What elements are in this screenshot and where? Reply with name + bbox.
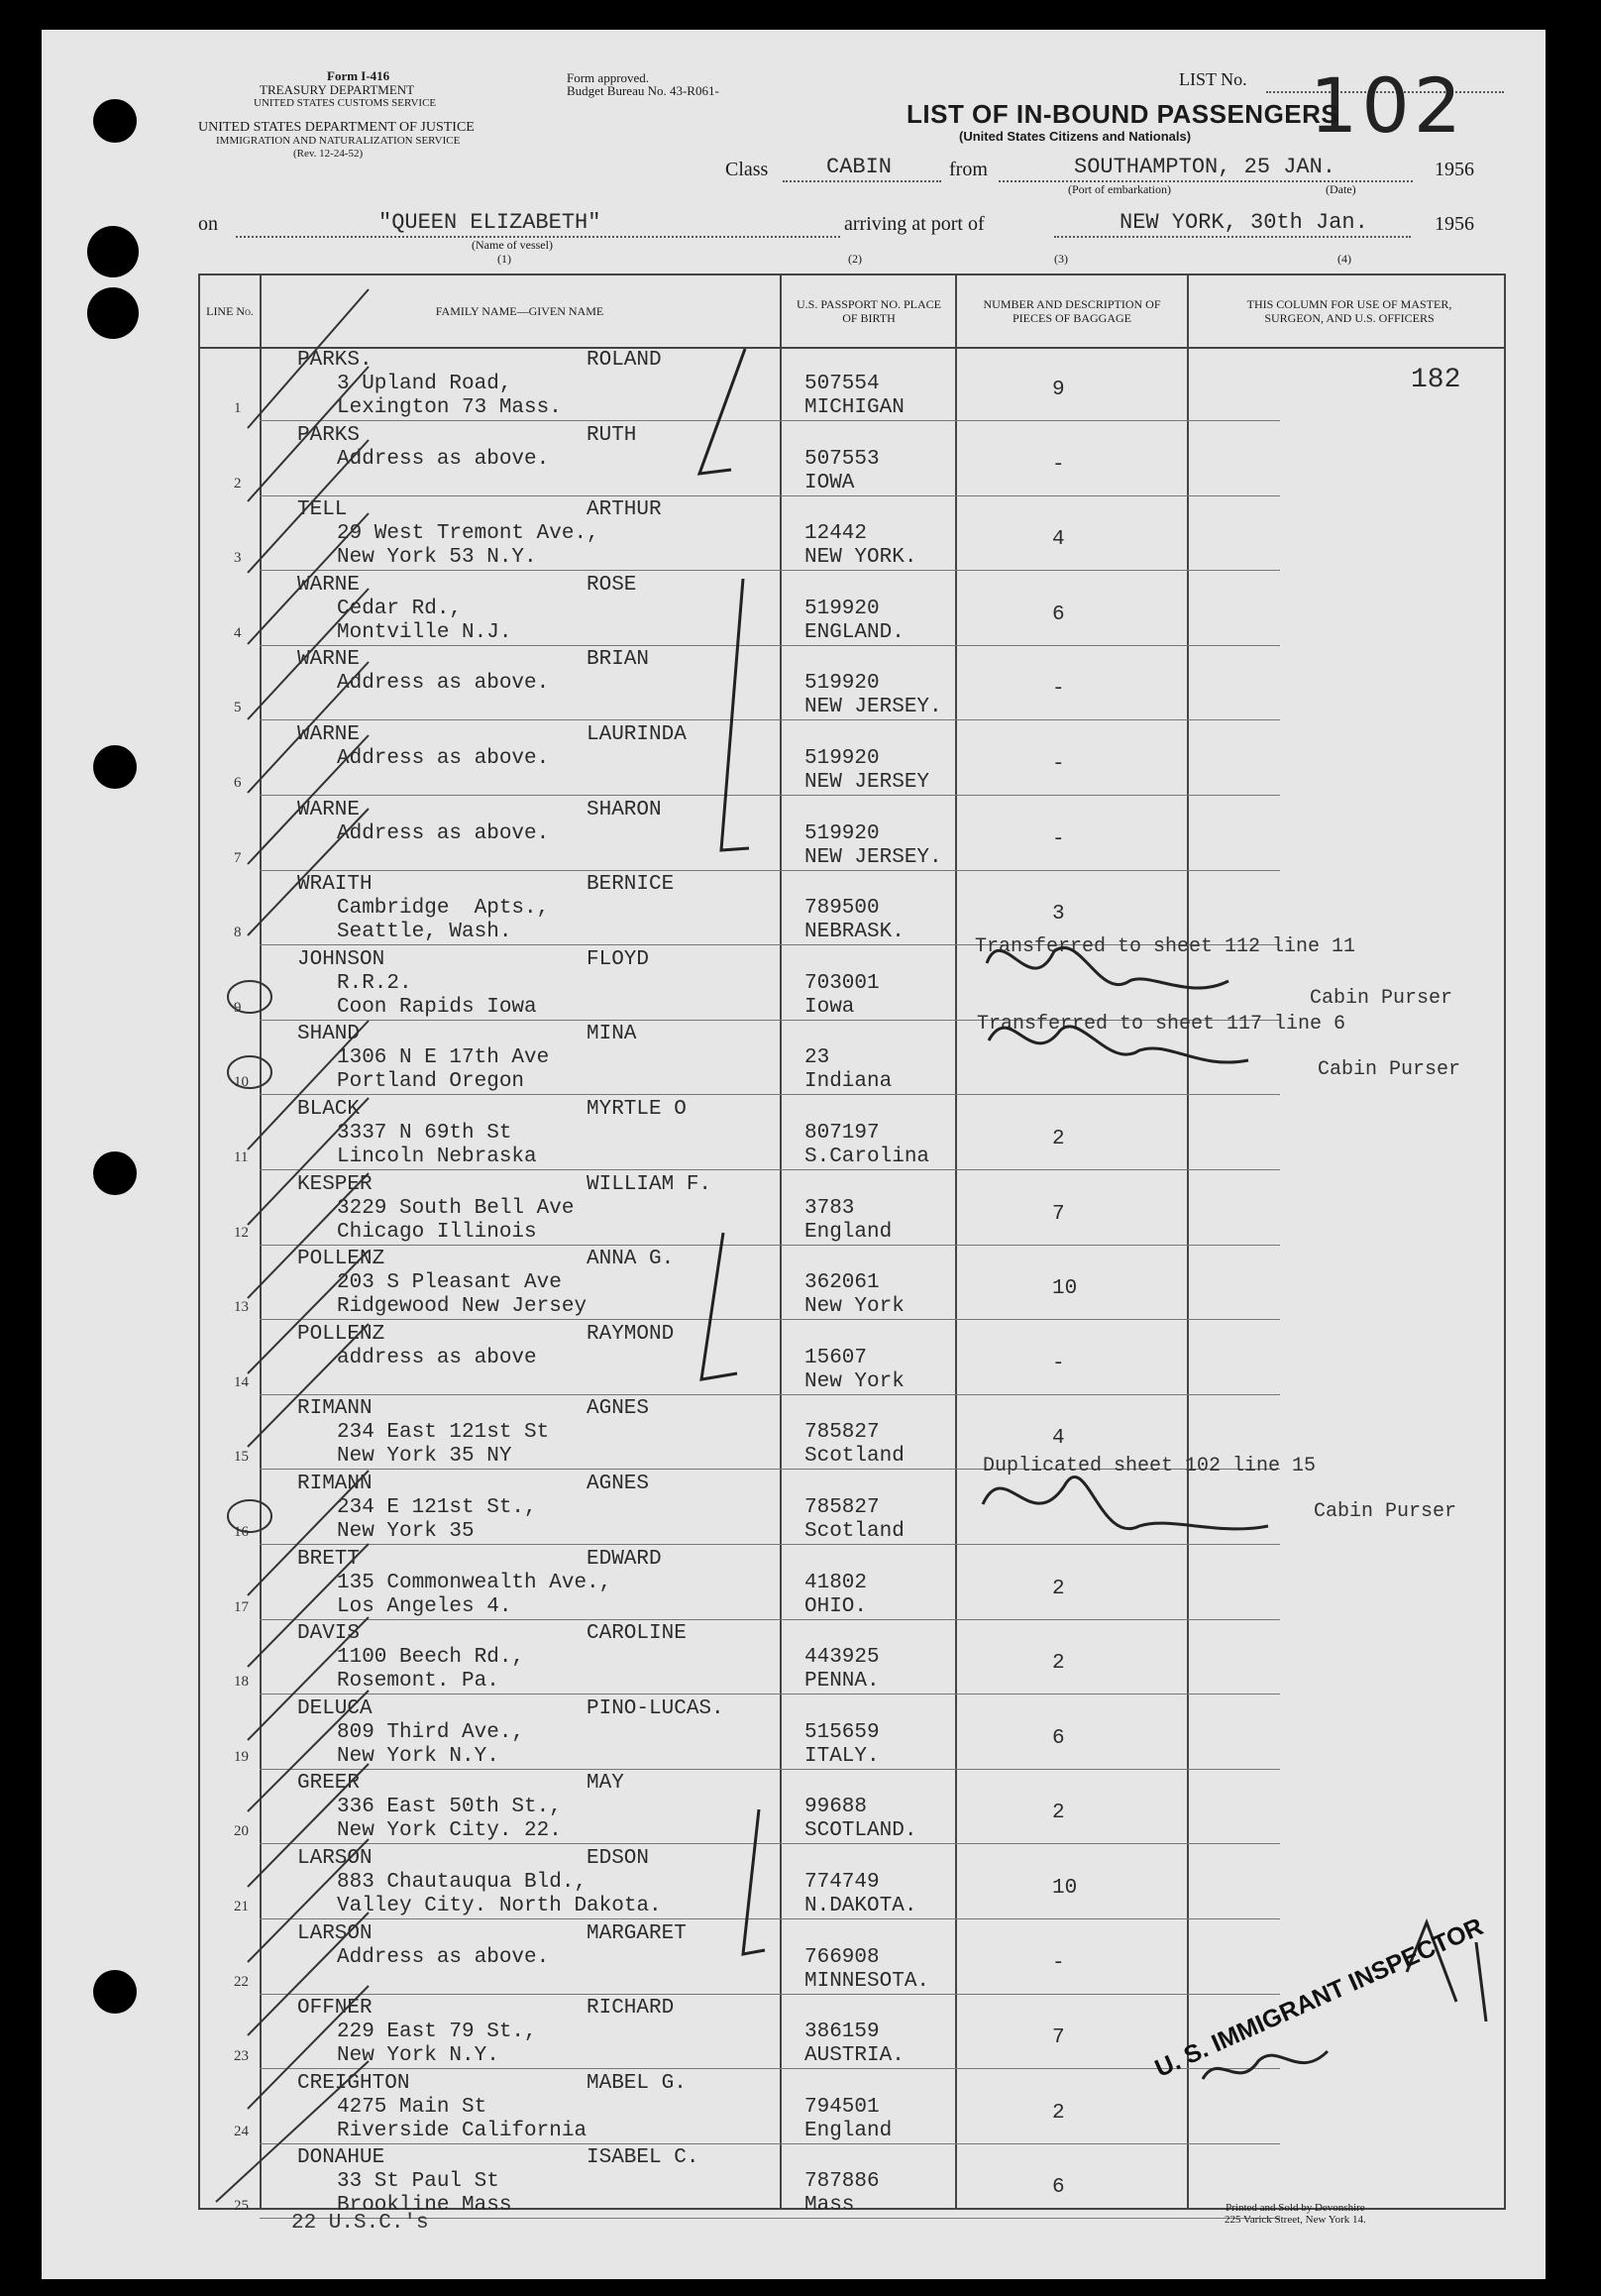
passport-number: 774749 xyxy=(804,1871,880,1894)
place-of-birth: PENNA. xyxy=(804,1670,880,1694)
list-no-label: LIST No. xyxy=(1179,69,1247,89)
baggage-count: 3 xyxy=(1052,903,1065,927)
passenger-address-1: 3 Upland Road, xyxy=(337,373,512,395)
passenger-family-name: SHAND xyxy=(297,1023,361,1046)
line-number: 23 xyxy=(234,2048,249,2065)
passenger-family-name: RIMANN xyxy=(297,1397,373,1421)
passport-number: 362061 xyxy=(804,1271,880,1295)
arriving-label: arriving at port of xyxy=(844,213,985,235)
passenger-given-name: CAROLINE xyxy=(587,1622,687,1646)
place-of-birth: ENGLAND. xyxy=(804,620,905,644)
line-number: 19 xyxy=(234,1748,249,1765)
passenger-address-1: 1100 Beech Rd., xyxy=(337,1646,525,1670)
place-of-birth: Indiana xyxy=(804,1070,893,1094)
passenger-given-name: ROSE xyxy=(587,573,637,597)
passport-number: 766908 xyxy=(804,1945,880,1969)
baggage-count: 6 xyxy=(1052,1726,1065,1750)
line-number: 5 xyxy=(234,700,242,716)
passenger-address-1: Address as above. xyxy=(337,672,550,696)
baggage-count: - xyxy=(1052,827,1065,851)
officer-note: 182 xyxy=(1411,365,1461,395)
punch-hole xyxy=(87,226,139,277)
row-rule xyxy=(260,1843,1280,1844)
place-of-birth: NEW JERSEY. xyxy=(804,696,942,719)
baggage-count: 7 xyxy=(1052,1202,1065,1226)
passenger-family-name: RIMANN xyxy=(297,1473,373,1495)
place-of-birth: S.Carolina xyxy=(804,1146,930,1168)
baggage-count: 7 xyxy=(1052,2026,1065,2050)
customs-label: UNITED STATES CUSTOMS SERVICE xyxy=(254,97,437,109)
baggage-count: 2 xyxy=(1052,1577,1065,1600)
baggage-count: 2 xyxy=(1052,1802,1065,1825)
passenger-given-name: MYRTLE O xyxy=(587,1098,687,1121)
passenger-address-2: New York City. 22. xyxy=(337,1819,562,1843)
place-of-birth: N.DAKOTA. xyxy=(804,1895,917,1917)
col-header-line-no: LINE No. xyxy=(206,304,254,318)
passport-number: 386159 xyxy=(804,2021,880,2044)
row-rule xyxy=(260,1319,1280,1320)
printer-line-2: 225 Varick Street, New York 14. xyxy=(1225,2214,1366,2226)
punch-hole xyxy=(93,99,137,143)
line-number: 12 xyxy=(234,1224,249,1241)
place-of-birth: Iowa xyxy=(804,995,855,1019)
form-subtitle: (United States Citizens and Nationals) xyxy=(959,129,1192,144)
note-line-10: Transferred to sheet 117 line 6 xyxy=(977,1013,1346,1036)
passenger-given-name: WILLIAM F. xyxy=(587,1172,712,1196)
passenger-family-name: OFFNER xyxy=(297,1997,373,2021)
line-number: 4 xyxy=(234,624,242,641)
revision-label: (Rev. 12-24-52) xyxy=(293,148,364,160)
passport-number: 519920 xyxy=(804,821,880,845)
place-of-birth: OHIO. xyxy=(804,1594,868,1618)
line-number: 6 xyxy=(234,775,242,791)
passenger-family-name: POLLENZ xyxy=(297,1322,385,1346)
passport-number: 507554 xyxy=(804,373,880,395)
passenger-given-name: SHARON xyxy=(587,798,662,821)
passport-number: 794501 xyxy=(804,2095,880,2119)
line-number: 9 xyxy=(234,999,242,1016)
header-rule xyxy=(200,347,1504,349)
passenger-address-2: New York N.Y. xyxy=(337,1744,499,1768)
arrival-line xyxy=(1054,236,1411,238)
passenger-family-name: DONAHUE xyxy=(297,2146,385,2170)
port-caption: (Port of embarkation) xyxy=(1068,182,1171,196)
passenger-given-name: LAURINDA xyxy=(587,723,687,746)
passenger-given-name: RICHARD xyxy=(587,1997,675,2021)
col-header-officers: THIS COLUMN FOR USE OF MASTER, SURGEON, AND U.S. OFFICERS xyxy=(1246,297,1452,325)
place-of-birth: MINNESOTA. xyxy=(804,1969,930,1993)
line-number: 2 xyxy=(234,475,242,492)
punch-hole xyxy=(93,745,137,789)
column-number-1: (1) xyxy=(497,252,511,266)
baggage-count: 9 xyxy=(1052,379,1065,401)
note-line-10-purser: Cabin Purser xyxy=(1318,1058,1461,1081)
passport-number: 787886 xyxy=(804,2170,880,2194)
date-caption: (Date) xyxy=(1326,182,1356,196)
passenger-given-name: BRIAN xyxy=(587,648,650,672)
place-of-birth: NEW YORK. xyxy=(804,546,917,570)
passenger-family-name: PARKS. xyxy=(297,349,373,372)
baggage-count: - xyxy=(1052,678,1065,702)
on-label: on xyxy=(198,213,218,235)
justice-label: UNITED STATES DEPARTMENT OF JUSTICE xyxy=(198,120,475,135)
place-of-birth: England xyxy=(804,1220,893,1244)
row-rule xyxy=(260,1394,1280,1395)
passenger-family-name: DAVIS xyxy=(297,1622,361,1646)
row-rule xyxy=(260,870,1280,871)
baggage-count: 2 xyxy=(1052,1128,1065,1150)
baggage-count: 2 xyxy=(1052,1652,1065,1676)
line-number: 20 xyxy=(234,1823,249,1840)
passport-number: 99688 xyxy=(804,1796,868,1819)
row-rule xyxy=(260,1245,1280,1246)
note-line-16: Duplicated sheet 102 line 15 xyxy=(983,1455,1317,1477)
form-title: LIST OF IN-BOUND PASSENGERS xyxy=(907,99,1339,129)
passport-number: 519920 xyxy=(804,597,880,620)
line-number: 3 xyxy=(234,550,242,567)
passenger-given-name: ROLAND xyxy=(587,349,662,372)
passport-number: 443925 xyxy=(804,1646,880,1670)
row-rule xyxy=(260,1544,1280,1545)
passport-number: 15607 xyxy=(804,1346,868,1369)
punch-hole xyxy=(87,287,139,339)
passenger-address-1: Address as above. xyxy=(337,447,550,471)
printer-line-1: Printed and Sold by Devonshire xyxy=(1226,2202,1365,2214)
passenger-address-1: 1306 N E 17th Ave xyxy=(337,1046,550,1070)
baggage-count: - xyxy=(1052,1352,1065,1375)
line-number: 17 xyxy=(234,1598,249,1615)
list-number-handwritten: 102 xyxy=(1310,61,1466,150)
passenger-address-2: Seattle, Wash. xyxy=(337,921,512,944)
passenger-address-1: 234 East 121st St xyxy=(337,1421,550,1445)
passenger-address-1: Cedar Rd., xyxy=(337,597,463,620)
passenger-address-1: address as above xyxy=(337,1346,537,1369)
row-rule xyxy=(260,495,1280,496)
passport-number: 515659 xyxy=(804,1720,880,1744)
passenger-family-name: POLLENZ xyxy=(297,1248,385,1271)
passenger-family-name: LARSON xyxy=(297,1847,373,1870)
place-of-birth: Scotland xyxy=(804,1445,905,1469)
ins-label: IMMIGRATION AND NATURALIZATION SERVICE xyxy=(216,135,461,147)
budget-bureau: Budget Bureau No. 43-R061- xyxy=(567,83,719,98)
place-of-birth: MICHIGAN xyxy=(804,396,905,419)
baggage-count: 6 xyxy=(1052,602,1065,626)
passenger-given-name: AGNES xyxy=(587,1473,650,1495)
passport-number: 519920 xyxy=(804,672,880,696)
passenger-given-name: ANNA G. xyxy=(587,1248,675,1271)
baggage-count: 10 xyxy=(1052,1877,1078,1900)
passenger-address-1: 234 E 121st St., xyxy=(337,1496,537,1519)
passenger-address-2: Lexington 73 Mass. xyxy=(337,396,562,419)
passenger-address-1: 33 St Paul St xyxy=(337,2170,499,2194)
place-of-birth: AUSTRIA. xyxy=(804,2044,905,2068)
passenger-family-name: BLACK xyxy=(297,1098,361,1121)
place-of-birth: New York xyxy=(804,1369,905,1393)
passenger-given-name: MABEL G. xyxy=(587,2071,687,2095)
immigrant-inspector-stamp: U. S. IMMIGRANT INSPECTOR xyxy=(1150,1913,1488,2083)
passenger-given-name: AGNES xyxy=(587,1397,650,1421)
baggage-count: - xyxy=(1052,1951,1065,1975)
row-rule xyxy=(260,1694,1280,1695)
port-of-arrival: NEW YORK, 30th Jan. xyxy=(1120,210,1368,235)
passenger-address-1: 229 East 79 St., xyxy=(337,2021,537,2044)
class-label: Class xyxy=(725,159,769,180)
line-number: 13 xyxy=(234,1299,249,1316)
passport-number: 41802 xyxy=(804,1571,868,1594)
line-number: 8 xyxy=(234,925,242,941)
column-number-2: (2) xyxy=(848,252,862,266)
passenger-address-2: Riverside California xyxy=(337,2119,587,2142)
passenger-address-1: 3229 South Bell Ave xyxy=(337,1196,575,1220)
line-number: 7 xyxy=(234,849,242,866)
baggage-count: - xyxy=(1052,453,1065,477)
passenger-family-name: PARKS xyxy=(297,423,361,447)
treasury-label: TREASURY DEPARTMENT xyxy=(260,82,415,97)
place-of-birth: England xyxy=(804,2119,893,2142)
passenger-address-2: Montville N.J. xyxy=(337,620,512,644)
passenger-given-name: ARTHUR xyxy=(587,498,662,522)
place-of-birth: Mass xyxy=(804,2194,855,2218)
form-number: Form I-416 xyxy=(327,68,390,83)
passport-number: 3783 xyxy=(804,1196,855,1220)
passenger-given-name: EDSON xyxy=(587,1847,650,1870)
col-header-name: FAMILY NAME—GIVEN NAME xyxy=(435,304,604,318)
row-rule xyxy=(260,1918,1280,1919)
baggage-count: 10 xyxy=(1052,1277,1078,1301)
passenger-address-2: Brookline Mass xyxy=(337,2194,512,2218)
passenger-given-name: RAYMOND xyxy=(587,1322,675,1346)
row-rule xyxy=(260,1769,1280,1770)
row-rule xyxy=(260,570,1280,571)
class-value: CABIN xyxy=(826,155,893,179)
punch-hole xyxy=(93,1970,137,2014)
passenger-address-2: New York 35 xyxy=(337,1520,475,1543)
passport-number: 807197 xyxy=(804,1122,880,1145)
place-of-birth: New York xyxy=(804,1295,905,1319)
passenger-family-name: BRETT xyxy=(297,1547,361,1571)
place-of-birth: Scotland xyxy=(804,1520,905,1543)
column-number-4: (4) xyxy=(1337,252,1351,266)
passenger-address-2: Valley City. North Dakota. xyxy=(337,1895,662,1917)
passenger-family-name: LARSON xyxy=(297,1921,373,1945)
passenger-family-name: DELUCA xyxy=(297,1696,373,1720)
passenger-address-2: New York N.Y. xyxy=(337,2044,499,2068)
passenger-address-1: Address as above. xyxy=(337,747,550,770)
row-rule xyxy=(260,645,1280,646)
line-number: 11 xyxy=(234,1149,249,1165)
line-number: 14 xyxy=(234,1373,249,1390)
row-rule xyxy=(260,1619,1280,1620)
place-of-birth: SCOTLAND. xyxy=(804,1819,917,1843)
vessel-caption: (Name of vessel) xyxy=(472,238,553,252)
passenger-address-2: Portland Oregon xyxy=(337,1070,525,1094)
row-rule xyxy=(260,1094,1280,1095)
arrival-year: 1956 xyxy=(1435,213,1474,235)
col-header-baggage: NUMBER AND DESCRIPTION OF PIECES OF BAGGAGE xyxy=(983,297,1161,325)
passenger-given-name: MINA xyxy=(587,1023,637,1046)
passenger-family-name: JOHNSON xyxy=(297,947,385,971)
passport-number: 23 xyxy=(804,1046,830,1070)
passenger-address-1: 203 S Pleasant Ave xyxy=(337,1271,562,1295)
passenger-address-2: Lincoln Nebraska xyxy=(337,1146,537,1168)
port-of-embarkation: SOUTHAMPTON, 25 JAN. xyxy=(1074,155,1336,179)
place-of-birth: NEW JERSEY xyxy=(804,771,930,794)
passenger-address-1: R.R.2. xyxy=(337,971,412,995)
passport-number: 507553 xyxy=(804,447,880,471)
row-rule xyxy=(260,420,1280,421)
line-number: 24 xyxy=(234,2123,249,2139)
footer-count: 22 U.S.C.'s xyxy=(291,2212,429,2235)
passenger-address-1: 883 Chautauqua Bld., xyxy=(337,1871,587,1894)
note-line-9: Transferred to sheet 112 line 11 xyxy=(975,935,1356,958)
passport-number: 12442 xyxy=(804,522,868,546)
passenger-address-2: Rosemont. Pa. xyxy=(337,1670,499,1694)
passenger-address-2: Chicago Illinois xyxy=(337,1220,537,1244)
passenger-given-name: RUTH xyxy=(587,423,637,447)
vessel-name: "QUEEN ELIZABETH" xyxy=(378,210,601,235)
passenger-family-name: WARNE xyxy=(297,798,361,821)
note-line-9-purser: Cabin Purser xyxy=(1310,987,1453,1010)
passenger-given-name: ISABEL C. xyxy=(587,2146,699,2170)
place-of-birth: NEBRASK. xyxy=(804,921,905,944)
year-value: 1956 xyxy=(1435,159,1474,180)
place-of-birth: NEW JERSEY. xyxy=(804,845,942,869)
passenger-family-name: WRAITH xyxy=(297,873,373,897)
column-number-3: (3) xyxy=(1054,252,1068,266)
row-rule xyxy=(260,2068,1280,2069)
passenger-given-name: PINO-LUCAS. xyxy=(587,1696,724,1720)
line-number: 22 xyxy=(234,1973,249,1990)
passport-number: 519920 xyxy=(804,747,880,770)
passport-number: 785827 xyxy=(804,1421,880,1445)
passenger-given-name: BERNICE xyxy=(587,873,675,897)
passenger-given-name: MAY xyxy=(587,1772,624,1796)
passenger-family-name: TELL xyxy=(297,498,348,522)
printer-imprint xyxy=(1225,2202,1366,2226)
row-rule xyxy=(260,719,1280,720)
note-line-16-purser: Cabin Purser xyxy=(1314,1500,1457,1523)
passenger-address-2: Los Angeles 4. xyxy=(337,1594,512,1618)
line-number: 16 xyxy=(234,1524,249,1540)
line-number: 1 xyxy=(234,400,242,416)
row-rule xyxy=(260,2143,1280,2144)
passenger-address-1: Cambridge Apts., xyxy=(337,897,550,921)
passport-number: 789500 xyxy=(804,897,880,921)
baggage-count: 4 xyxy=(1052,1427,1065,1451)
passenger-address-1: 336 East 50th St., xyxy=(337,1796,562,1819)
punch-hole xyxy=(93,1151,137,1195)
passenger-given-name: MARGARET xyxy=(587,1921,687,1945)
from-label: from xyxy=(949,159,988,180)
place-of-birth: IOWA xyxy=(804,471,855,494)
line-number: 18 xyxy=(234,1674,249,1691)
passenger-address-1: 3337 N 69th St xyxy=(337,1122,512,1145)
passenger-address-1: 809 Third Ave., xyxy=(337,1720,525,1744)
passenger-address-1: 135 Commonwealth Ave., xyxy=(337,1571,612,1594)
form-approved: Form approved. xyxy=(567,70,650,85)
passenger-address-2: New York 35 NY xyxy=(337,1445,512,1469)
row-rule xyxy=(260,795,1280,796)
passenger-address-1: Address as above. xyxy=(337,821,550,845)
passenger-address-2: Coon Rapids Iowa xyxy=(337,995,537,1019)
passenger-family-name: WARNE xyxy=(297,723,361,746)
row-rule xyxy=(260,1994,1280,1995)
place-of-birth: ITALY. xyxy=(804,1744,880,1768)
line-number: 25 xyxy=(234,2198,249,2215)
passport-number: 703001 xyxy=(804,971,880,995)
baggage-count: - xyxy=(1052,753,1065,776)
passenger-family-name: WARNE xyxy=(297,573,361,597)
passenger-address-2: Ridgewood New Jersey xyxy=(337,1295,587,1319)
baggage-count: 6 xyxy=(1052,2176,1065,2200)
passenger-family-name: KESPER xyxy=(297,1172,373,1196)
passenger-family-name: GREER xyxy=(297,1772,361,1796)
passenger-address-1: 4275 Main St xyxy=(337,2095,487,2119)
passenger-address-2: New York 53 N.Y. xyxy=(337,546,537,570)
passenger-family-name: WARNE xyxy=(297,648,361,672)
line-number: 10 xyxy=(234,1074,249,1091)
line-number: 21 xyxy=(234,1899,249,1914)
passport-number: 785827 xyxy=(804,1496,880,1519)
passenger-given-name: EDWARD xyxy=(587,1547,662,1571)
baggage-count: 4 xyxy=(1052,528,1065,552)
passenger-family-name: CREIGHTON xyxy=(297,2071,410,2095)
passenger-given-name: FLOYD xyxy=(587,947,650,971)
class-line xyxy=(783,180,941,182)
passenger-address-1: Address as above. xyxy=(337,1945,550,1969)
row-rule xyxy=(260,1169,1280,1170)
col-header-passport: U.S. PASSPORT NO. PLACE OF BIRTH xyxy=(797,297,941,325)
passenger-address-1: 29 West Tremont Ave., xyxy=(337,522,599,546)
line-number: 15 xyxy=(234,1449,249,1466)
baggage-count: 2 xyxy=(1052,2101,1065,2125)
